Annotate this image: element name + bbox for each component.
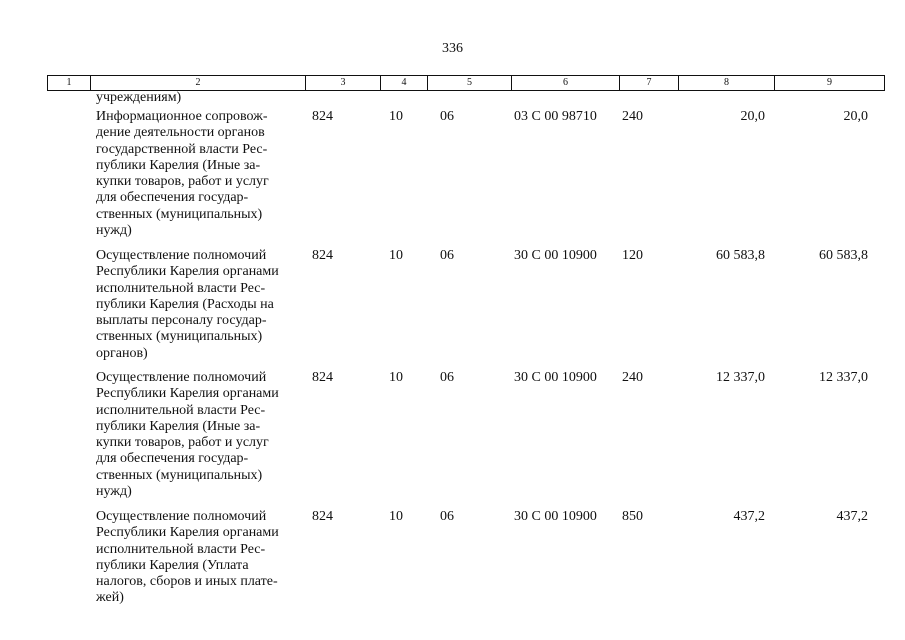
row-section: 10 [389, 509, 403, 524]
row-description [96, 109, 308, 239]
description-line: нужд) [96, 484, 132, 500]
description-line: исполнительной власти Рес- [96, 541, 266, 557]
header-col-1: 1 [47, 76, 90, 90]
row-description [96, 370, 308, 500]
header-col-5: 5 [427, 76, 511, 90]
row-amount-2: 12 337,0 [819, 370, 868, 385]
header-col-3: 3 [305, 76, 380, 90]
description-line: Осуществление полномочий [96, 370, 267, 385]
row-subsection: 06 [440, 370, 454, 385]
row-expense-type: 240 [622, 370, 643, 385]
row-code: 824 [312, 370, 333, 385]
description-line: купки товаров, работ и услуг [96, 174, 269, 190]
description-line: исполнительной власти Рес- [96, 280, 266, 296]
description-line: дение деятельности органов [96, 125, 265, 141]
row-description [96, 509, 308, 607]
description-line: публики Карелия (Иные за- [96, 157, 261, 173]
description-line: Республики Карелия органами [96, 386, 279, 402]
description-line: Информационное сопровож- [96, 109, 268, 124]
row-subsection: 06 [440, 509, 454, 524]
description-line: для обеспечения государ- [96, 190, 249, 206]
header-col-6: 6 [511, 76, 619, 90]
header-col-4: 4 [380, 76, 427, 90]
header-col-7: 7 [619, 76, 678, 90]
row-section: 10 [389, 248, 403, 263]
description-line: для обеспечения государ- [96, 451, 249, 467]
description-line: нужд) [96, 223, 132, 239]
description-line: Республики Карелия органами [96, 525, 279, 541]
header-col-9: 9 [774, 76, 885, 90]
row-amount-2: 437,2 [836, 509, 868, 524]
row-subsection: 06 [440, 109, 454, 124]
description-line: налогов, сборов и иных плате- [96, 574, 278, 590]
description-line: ственных (муниципальных) [96, 329, 263, 345]
row-section: 10 [389, 109, 403, 124]
row-target-article: 30 С 00 10900 [514, 248, 597, 263]
row-code: 824 [312, 248, 333, 263]
row-amount-1: 12 337,0 [716, 370, 765, 385]
description-line: исполнительной власти Рес- [96, 402, 266, 418]
description-line: жей) [96, 590, 124, 606]
description-line: ственных (муниципальных) [96, 206, 263, 222]
row-target-article: 03 С 00 98710 [514, 109, 597, 124]
row-expense-type: 240 [622, 109, 643, 124]
page-number: 336 [442, 41, 463, 56]
description-line: публики Карелия (Расходы на [96, 296, 274, 312]
description-line: органов) [96, 345, 148, 361]
description-line: публики Карелия (Иные за- [96, 418, 261, 434]
table-header [47, 75, 885, 91]
description-line: ственных (муниципальных) [96, 467, 263, 483]
row-target-article: 30 С 00 10900 [514, 509, 597, 524]
row-description [96, 248, 308, 362]
row-amount-2: 20,0 [843, 109, 868, 124]
row-amount-1: 20,0 [740, 109, 765, 124]
row-amount-2: 60 583,8 [819, 248, 868, 263]
header-col-2: 2 [90, 76, 305, 90]
row-expense-type: 120 [622, 248, 643, 263]
row-amount-1: 437,2 [733, 509, 765, 524]
header-col-8: 8 [678, 76, 774, 90]
row-subsection: 06 [440, 248, 454, 263]
row-code: 824 [312, 509, 333, 524]
description-line: Осуществление полномочий [96, 509, 267, 524]
row-target-article: 30 С 00 10900 [514, 370, 597, 385]
description-line: государственной власти Рес- [96, 141, 268, 157]
description-line: Республики Карелия органами [96, 264, 279, 280]
row-section: 10 [389, 370, 403, 385]
description-line: купки товаров, работ и услуг [96, 435, 269, 451]
row-amount-1: 60 583,8 [716, 248, 765, 263]
row-code: 824 [312, 109, 333, 124]
description-line: Осуществление полномочий [96, 248, 267, 263]
description-line: выплаты персоналу государ- [96, 313, 267, 329]
description-line: публики Карелия (Уплата [96, 557, 249, 573]
continuation-text: учреждениям) [96, 90, 182, 105]
row-expense-type: 850 [622, 509, 643, 524]
